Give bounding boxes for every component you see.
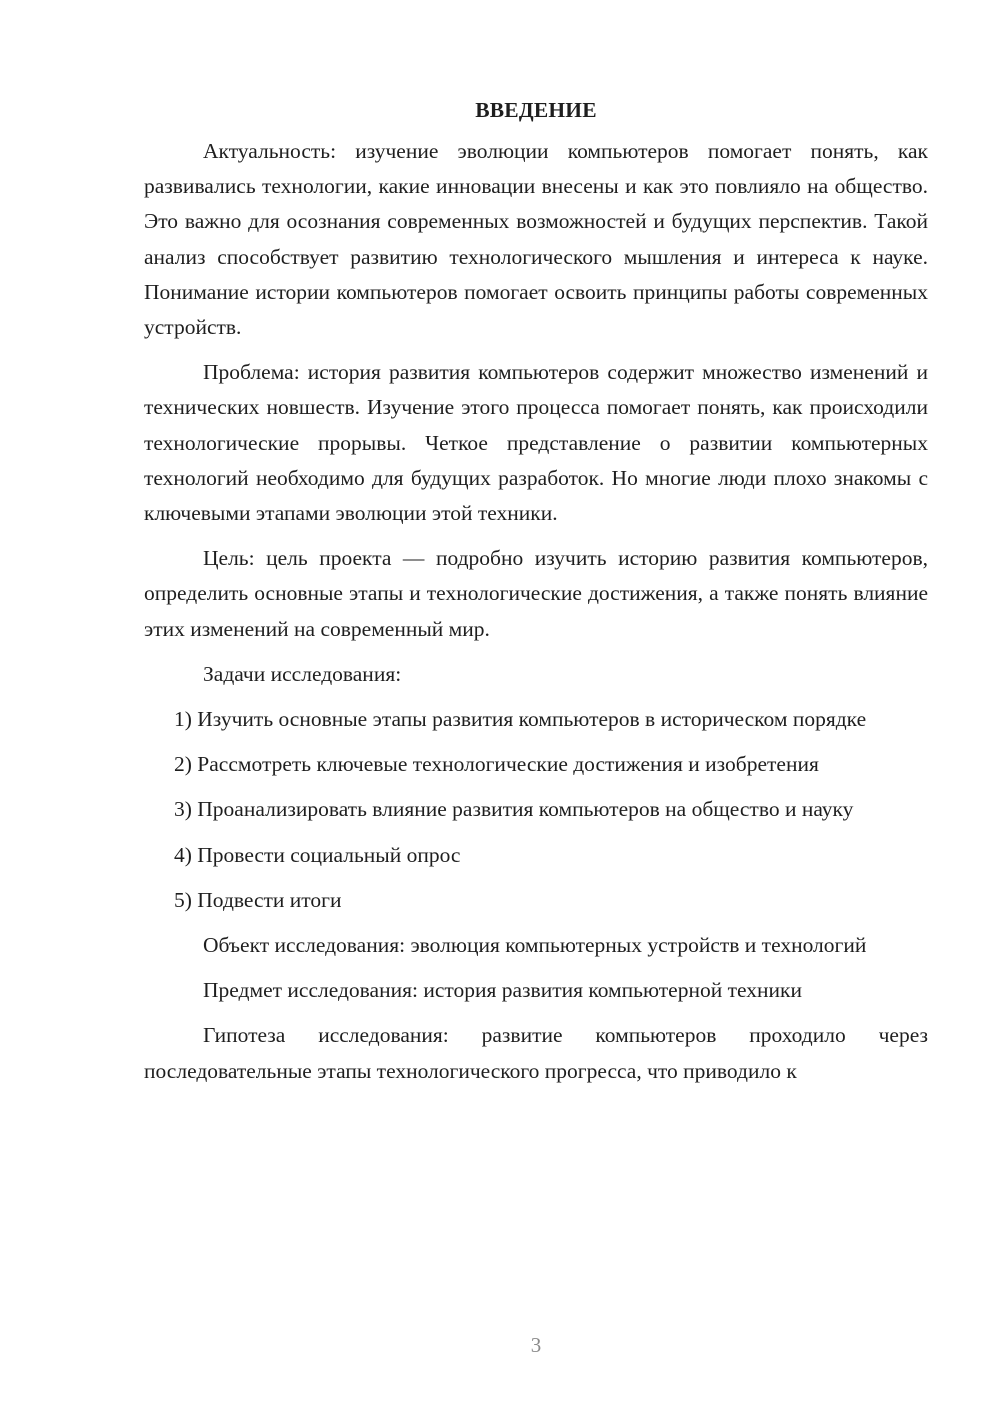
paragraph-object: Объект исследования: эволюция компьютерных устройств и технологий <box>203 933 867 958</box>
task-item-5: 5) Подвести итоги <box>174 887 342 912</box>
document-page <box>144 92 928 1099</box>
task-item-1: 1) Изучить основные этапы развития компьютеров в историческом порядке <box>174 707 867 732</box>
paragraph-problem: Проблема: история развития компьютеров содержит множество изменений и технических новшеств. Изучение этого процесса помогает понять, как происходили технологические прорывы. Четкое представление о развитии компьютерных технологий необходимо для будущих разработок. Но многие люди плохо знакомы с ключевыми этапами эволюции этой техники. <box>144 360 928 526</box>
page-number: 3 <box>530 1333 542 1357</box>
section-heading: ВВЕДЕНИЕ <box>475 98 597 122</box>
paragraph-goal: Цель: цель проекта — подробно изучить историю развития компьютеров, определить основные этапы и технологические достижения, а также понять влияние этих изменений на современный мир. <box>144 546 928 641</box>
paragraph-subject: Предмет исследования: история развития компьютерной техники <box>203 978 802 1003</box>
paragraph-tasks-heading: Задачи исследования: <box>203 661 402 686</box>
task-item-3: 3) Проанализировать влияние развития компьютеров на общество и науку <box>174 797 854 822</box>
paragraph-relevance: Актуальность: изучение эволюции компьютеров помогает понять, как развивались технологии, какие инновации внесены и как это повлияло на общество. Это важно для осознания современных возможностей и будущих перспектив. Такой анализ способствует развитию технологического мышления и интереса к науке. Понимание истории компьютеров помогает освоить принципы работы современных устройств. <box>144 139 928 340</box>
task-item-4: 4) Провести социальный опрос <box>174 842 461 867</box>
task-item-2: 2) Рассмотреть ключевые технологические достижения и изобретения <box>174 752 819 777</box>
paragraph-hypothesis: Гипотеза исследования: развитие компьютеров проходило через последовательные этапы технологического прогресса, что приводило к <box>144 1023 928 1083</box>
